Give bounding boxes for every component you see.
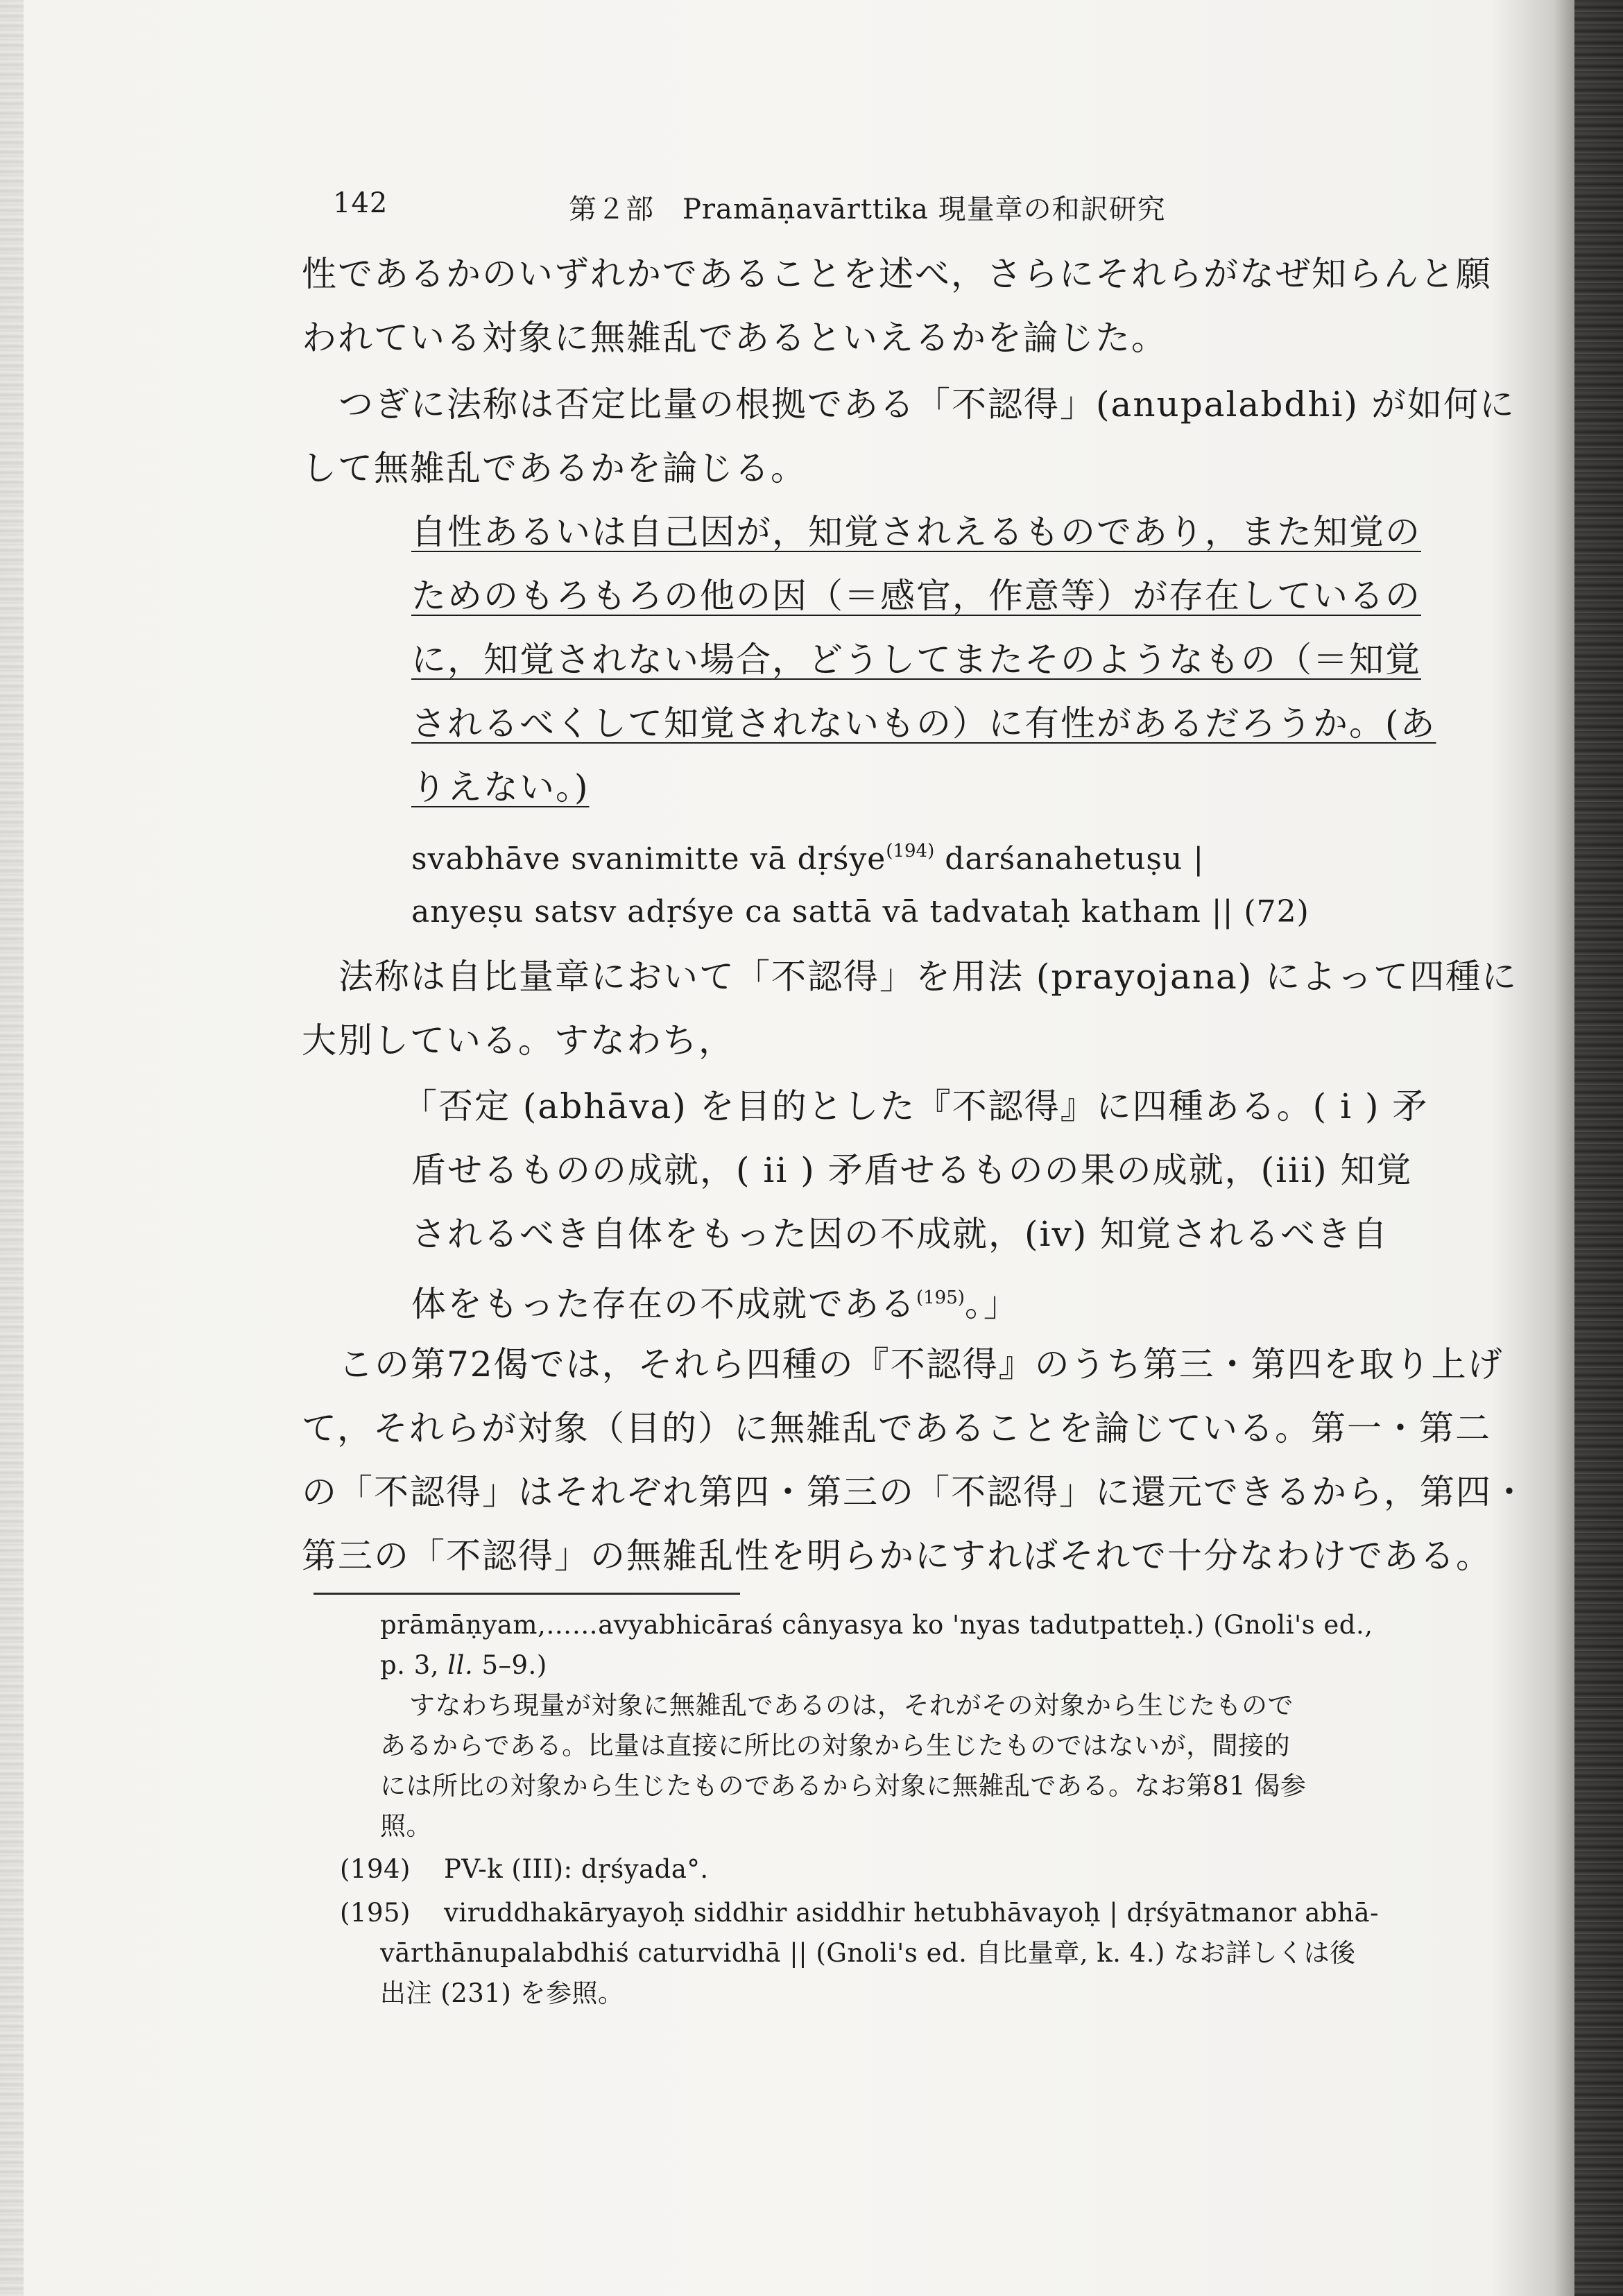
note-ref-195: (195) — [916, 1287, 965, 1308]
footnote-195-text: vārthānupalabdhiś caturvidhā || (Gnoli's ed. 自比量章, k. 4.) なお詳しくは後 — [380, 1938, 1356, 1968]
footnote-number: (195) — [340, 1898, 411, 1928]
binding-shadow — [1574, 0, 1623, 2296]
quote-text: 体をもった存在の不成就である — [411, 1284, 916, 1324]
sanskrit-verse-line: anyeṣu satsv adṛśye ca sattā vā tadvataḥ katham || (72) — [411, 894, 1309, 929]
footnote-text-italic: ll. — [447, 1650, 474, 1680]
sanskrit-text: svabhāve svanimitte vā dṛśye — [411, 841, 886, 877]
left-page-edge — [0, 0, 24, 2296]
footnote-number: (194) — [340, 1854, 411, 1884]
body-line: て，それらが対象（目的）に無雑乱であることを論じている。第一・第二 — [302, 1408, 1491, 1448]
footnote-line: 照。 — [380, 1811, 432, 1841]
sanskrit-text: darśanahetuṣu | — [934, 841, 1205, 877]
verse-translation-line: 自性あるいは自己因が，知覚されえるものであり，また知覚の — [411, 512, 1421, 552]
footnote-text: p. 3, — [380, 1650, 448, 1680]
body-line: の「不認得」はそれぞれ第四・第三の「不認得」に還元できるから，第四・ — [302, 1472, 1528, 1512]
footnote-195-text: viruddhakāryayoḥ siddhir asiddhir hetubhāvayoḥ | dṛśyātmanor abhā- — [444, 1898, 1380, 1928]
verse-translation-line: ためのもろもろの他の因（＝感官，作意等）が存在しているの — [411, 576, 1421, 616]
quote-line — [411, 1277, 1020, 1325]
footnote-line: すなわち現量が対象に無雑乱であるのは，それがその対象から生じたもので — [409, 1690, 1294, 1720]
body-line: 性であるかのいずれかであることを述べ，さらにそれらがなぜ知らんと願 — [302, 254, 1492, 294]
footnote-194-text: PV-k (III): dṛśyada°. — [444, 1854, 709, 1884]
quote-line: されるべき自体をもった因の不成就，(iv) 知覚されるべき自 — [411, 1214, 1389, 1254]
body-line: つぎに法称は否定比量の根拠である「不認得」(anupalabdhi) が如何に — [338, 384, 1515, 425]
verse-translation-line: に，知覚されない場合，どうしてまたそのようなもの（＝知覚 — [411, 640, 1421, 680]
body-line: 法称は自比量章において「不認得」を用法 (prayojana) によって四種に — [338, 957, 1518, 997]
verse-translation-line: りえない。) — [411, 767, 590, 807]
footnote-text: 5–9.) — [473, 1650, 547, 1680]
running-title: 第２部 Pramāṇavārttika 現量章の和訳研究 — [569, 194, 1166, 225]
body-line: して無雑乱であるかを論じる。 — [302, 448, 807, 488]
note-ref-194: (194) — [886, 841, 935, 862]
quote-text: 。」 — [964, 1284, 1020, 1324]
body-line: この第72偈では，それら四種の『不認得』のうち第三・第四を取り上げ — [338, 1344, 1504, 1385]
quote-line: 盾せるものの成就，( ii ) 矛盾せるものの果の成就，(iii) 知覚 — [411, 1150, 1413, 1190]
footnote-line — [380, 1650, 547, 1681]
footnote-line: prāmāṇyam,……avyabhicāraś cânyasya ko 'nyas tadutpatteḥ.) (Gnoli's ed., — [380, 1610, 1373, 1640]
body-line: 大別している。すなわち， — [302, 1020, 735, 1061]
footnote-rule — [314, 1593, 740, 1595]
body-line: われている対象に無雑乱であるといえるかを論じた。 — [302, 318, 1167, 358]
verse-translation-line: されるべくして知覚されないもの）に有性があるだろうか。(あ — [411, 703, 1436, 744]
quote-line: 「否定 (abhāva) を目的とした『不認得』に四種ある。( i ) 矛 — [402, 1086, 1429, 1126]
footnote-line: には所比の対象から生じたものであるから対象に無雑乱である。なお第81 偈参 — [380, 1771, 1307, 1801]
page-number: 142 — [333, 187, 388, 219]
body-line: 第三の「不認得」の無雑乱性を明らかにすればそれで十分なわけである。 — [302, 1536, 1492, 1576]
sanskrit-verse-line — [411, 830, 1204, 880]
footnote-line: あるからである。比量は直接に所比の対象から生じたものではないが，間接的 — [380, 1731, 1291, 1760]
footnote-195-text: 出注 (231) を参照。 — [380, 1978, 624, 2008]
